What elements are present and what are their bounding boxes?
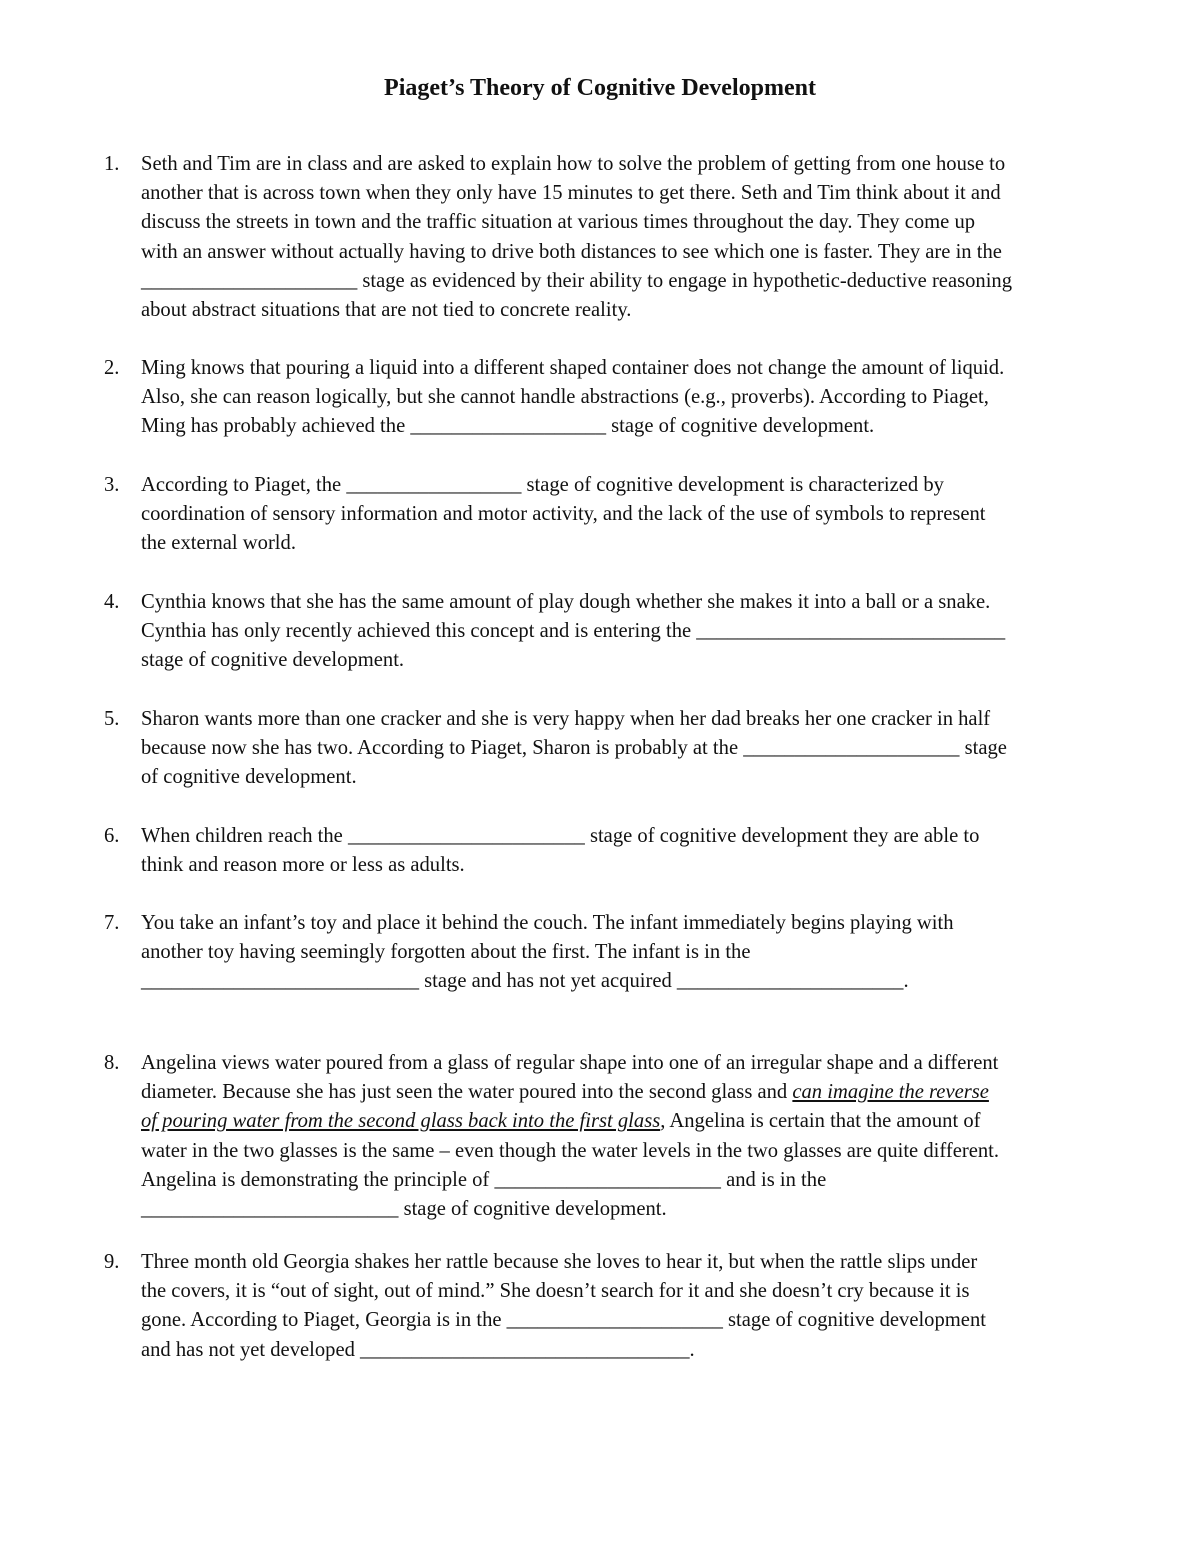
question-text: When children reach the _______________________ stage of cognitive development they are able to think and reason more or less as adults. xyxy=(141,825,980,877)
question-text: Seth and Tim are in class and are asked to explain how to solve the problem of getting from one house to another that is across town when they only have 15 minutes to get there. Seth and Tim think about it and discuss the streets in town and the traffic situation at various times throughout the day. They come up with an answer without actually having to drive both distances to see which one is faster. They are in the _____________________ stage as evidenced by their ability to engage in hypothetic-deductive reasoning about abstract situations that are not tied to concrete reality. xyxy=(141,153,1013,322)
question-3 xyxy=(100,471,1140,559)
question-text: According to Piaget, the _________________ stage of cognitive development is characterized by coordination of sensory information and motor activity, and the lack of the use of symbols to represent the external world. xyxy=(141,474,986,555)
question-text-emphasis: can imagine the reverse of pouring water from the second glass back into the first glass xyxy=(141,1081,989,1133)
question-number: 1. xyxy=(104,153,120,175)
question-number: 2. xyxy=(104,357,120,379)
question-text: Cynthia knows that she has the same amount of play dough whether she makes it into a ball or a snake. Cynthia has only recently achieved this concept and is entering the ______________________________ stage of cognitive development. xyxy=(141,591,1006,672)
question-text: Three month old Georgia shakes her rattle because she loves to hear it, but when the rattle slips under the covers, it is “out of sight, out of mind.” She doesn’t search for it and she doesn’t cry because it is gone. According to Piaget, Georgia is in the _____________________ stage of cognitive development and has not yet developed ________________________________. xyxy=(141,1251,986,1361)
question-number: 4. xyxy=(104,591,120,613)
question-2 xyxy=(100,354,1140,442)
question-text: Ming knows that pouring a liquid into a different shaped container does not change the amount of liquid. Also, she can reason logically, but she cannot handle abstractions (e.g., proverbs). According to Piaget, Ming has probably achieved the ___________________ stage of cognitive development. xyxy=(141,357,1005,438)
question-8 xyxy=(100,1049,1140,1224)
question-7 xyxy=(100,909,1140,997)
question-text: Sharon wants more than one cracker and she is very happy when her dad breaks her one cracker in half because now she has two. According to Piaget, Sharon is probably at the _____________________ stage of cognitive development. xyxy=(141,708,1007,789)
question-number: 3. xyxy=(104,474,120,496)
question-5 xyxy=(100,705,1140,793)
question-text-after: , Angelina is certain that the amount of water in the two glasses is the same – even though the water levels in the two glasses are quite different. Angelina is demonstrating the principle of ______________________ and is in the _________________________ stage of cognitive development. xyxy=(141,1110,1000,1221)
question-number: 6. xyxy=(104,825,120,847)
page-title: Piaget’s Theory of Cognitive Development xyxy=(384,75,816,101)
question-4 xyxy=(100,588,1140,676)
question-9 xyxy=(100,1248,1140,1365)
question-1 xyxy=(100,150,1140,325)
question-number: 5. xyxy=(104,708,120,730)
question-6 xyxy=(100,822,1140,880)
question-number: 7. xyxy=(104,912,120,934)
question-text: You take an infant’s toy and place it behind the couch. The infant immediately begins playing with another toy having seemingly forgotten about the first. The infant is in the ___________________________ stage and has not yet acquired ______________________. xyxy=(141,912,954,993)
question-number: 9. xyxy=(104,1251,120,1273)
question-text xyxy=(141,1049,1140,1224)
question-number: 8. xyxy=(104,1052,120,1074)
question-text-before: Angelina views water poured from a glass of regular shape into one of an irregular shape and a different diameter. Because she has just seen the water poured into the second glass and xyxy=(141,1052,999,1104)
